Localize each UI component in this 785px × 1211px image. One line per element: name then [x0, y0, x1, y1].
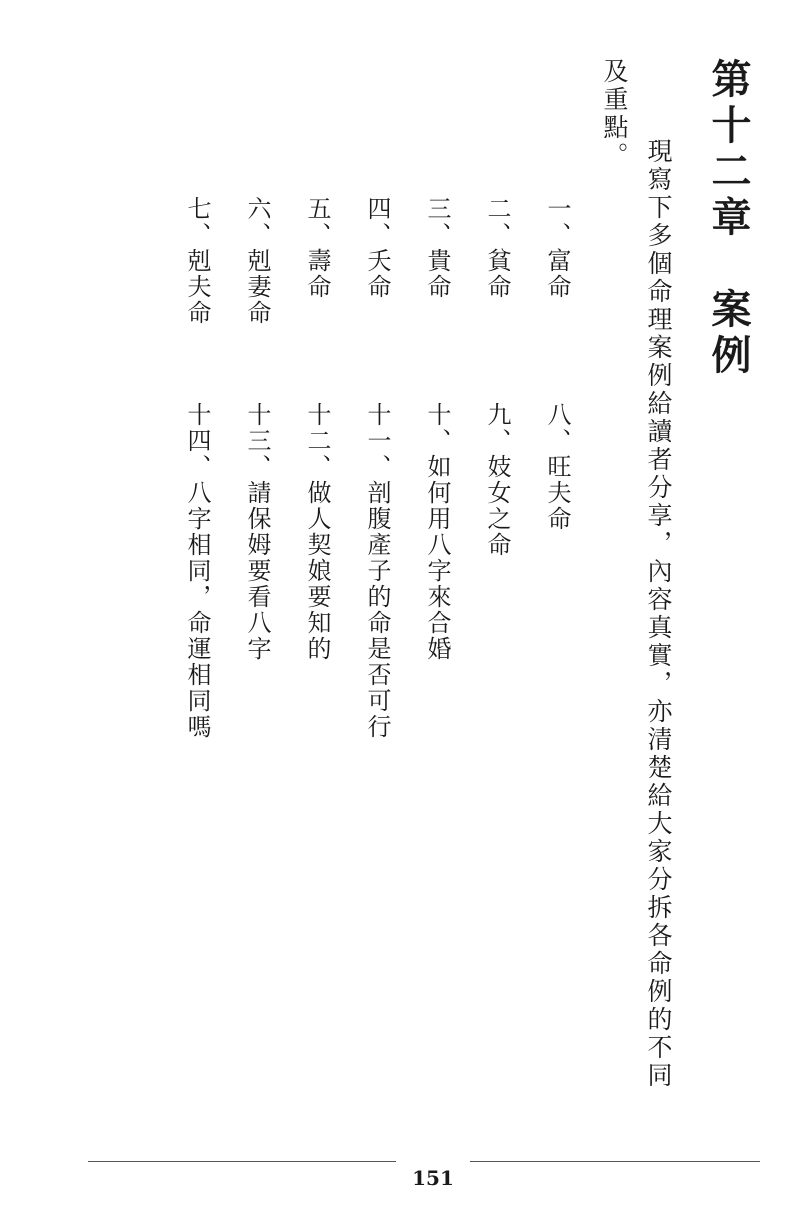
footer-rule-right [470, 1161, 760, 1162]
case-list-item: 四、夭命 [363, 196, 391, 300]
case-list-item: 三、貴命 [423, 196, 451, 300]
case-list-item: 十、如何用八字來合婚 [423, 402, 451, 662]
case-list-item: 七、剋夫命 [183, 196, 211, 326]
case-list-item: 十一、剖腹產子的命是否可行 [363, 402, 391, 740]
case-list-item: 一、富命 [543, 196, 571, 300]
intro-paragraph-line-2: 及重點。 [600, 58, 629, 170]
case-list-item: 六、剋妻命 [243, 196, 271, 326]
page-number: 151 [412, 1166, 454, 1190]
case-list-item: 八、旺夫命 [543, 402, 571, 532]
case-list-item: 十三、請保姆要看八字 [243, 402, 271, 662]
chapter-title: 第十二章 案例 [705, 58, 752, 380]
case-list-item: 十四、八字相同，命運相同嗎 [183, 402, 211, 740]
intro-paragraph-line-1: 現寫下多個命理案例給讀者分享，內容真實，亦清楚給大家分拆各命例的不同 [644, 138, 673, 1090]
case-list-item: 九、妓女之命 [483, 402, 511, 558]
footer-rule-left [88, 1161, 396, 1162]
case-list-item: 十二、做人契娘要知的 [303, 402, 331, 662]
case-list-item: 五、壽命 [303, 196, 331, 300]
case-list-item: 二、貧命 [483, 196, 511, 300]
